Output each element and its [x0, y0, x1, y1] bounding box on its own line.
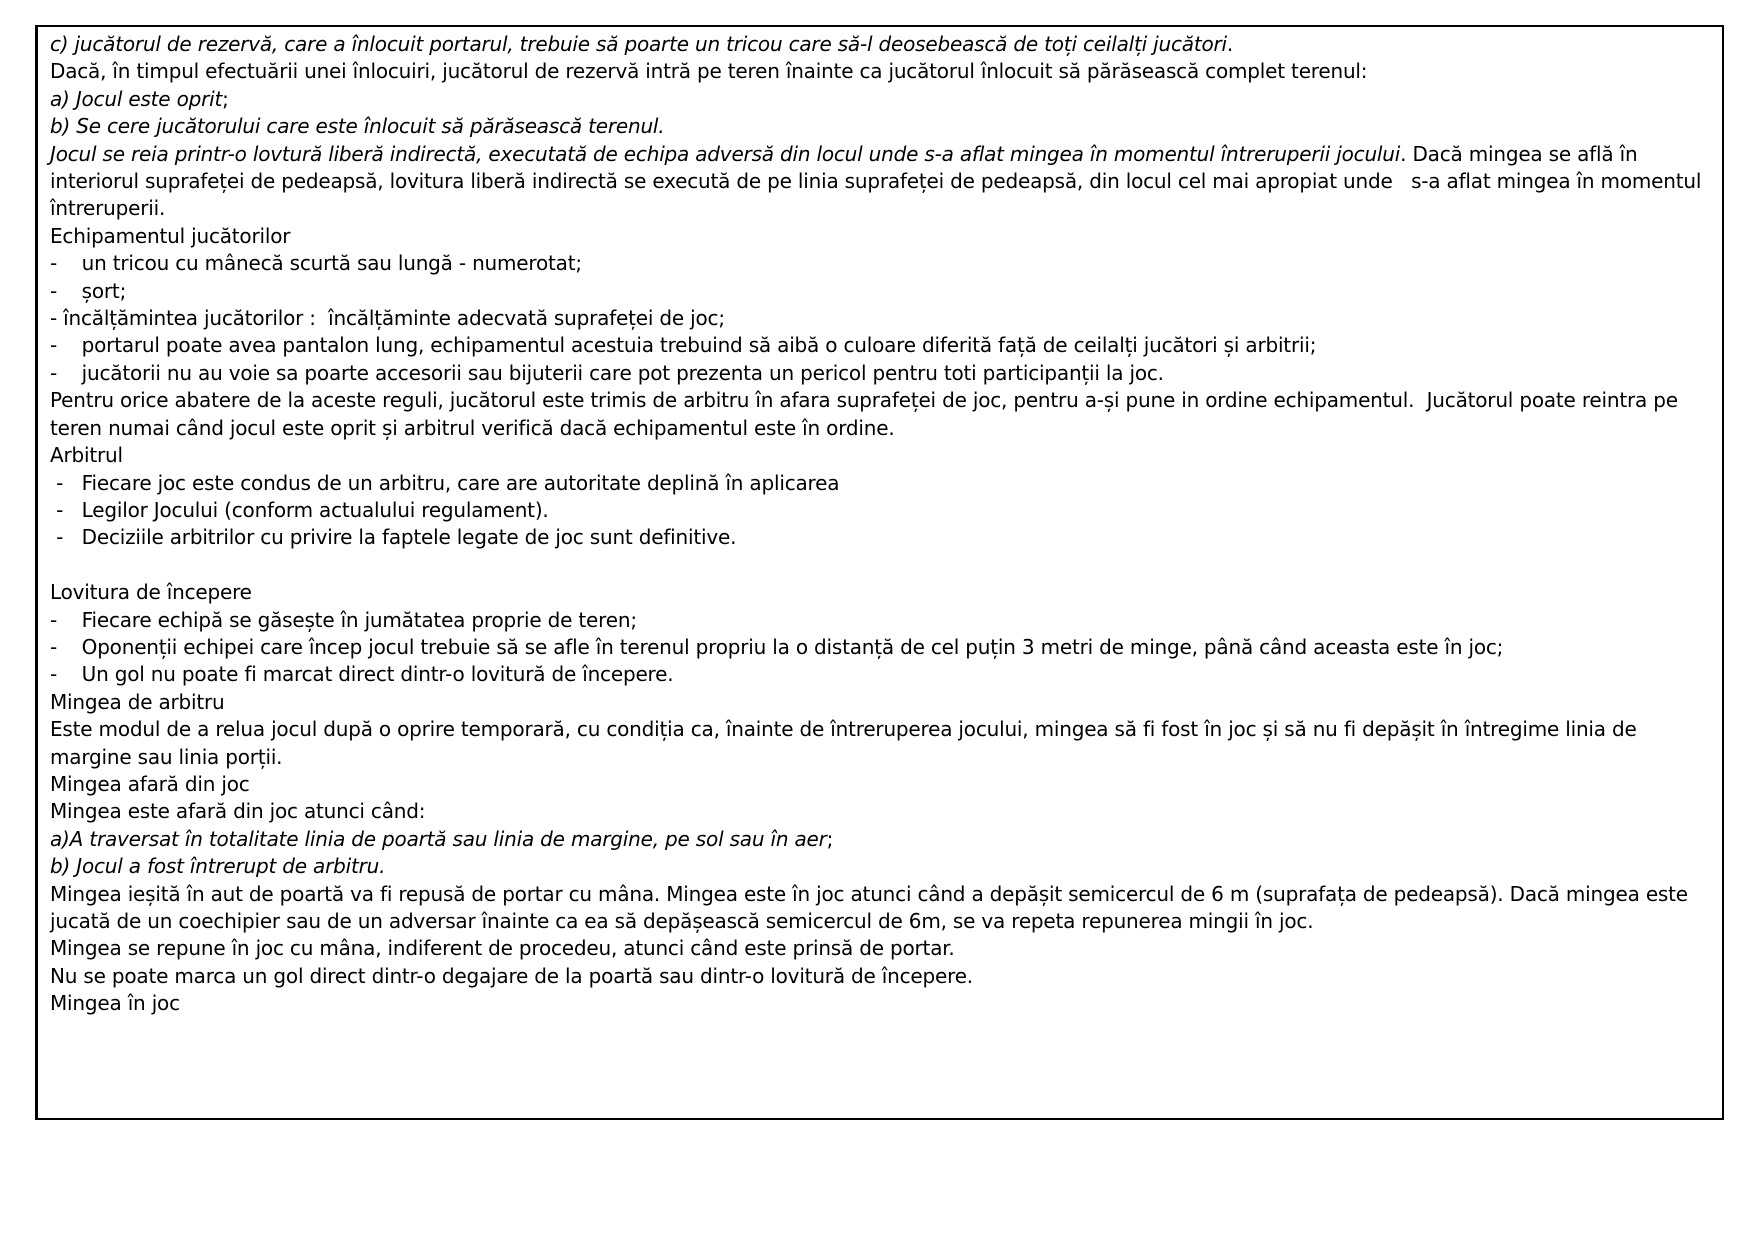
- text-run: - Legilor Jocului (conform actualului regulament).: [50, 497, 549, 522]
- paragraph: [50, 881, 1712, 936]
- text-run: - încălțămintea jucătorilor : încălțăminte adecvată suprafeței de joc;: [50, 306, 725, 331]
- text-run: - Fiecare joc este condus de un arbitru, care are autoritate deplină în aplicarea: [50, 470, 840, 495]
- text-run: - Fiecare echipă se găsește în jumătatea proprie de teren;: [50, 607, 637, 632]
- paragraph: [50, 223, 1712, 250]
- text-run: Lovitura de începere: [50, 580, 252, 605]
- paragraph: [50, 634, 1712, 661]
- text-run: ;: [826, 826, 834, 851]
- paragraph: [50, 661, 1712, 688]
- text-run: - portarul poate avea pantalon lung, echipamentul acestuia trebuind să aibă o culoare diferită față de ceilalți jucători și arbitrii;: [50, 333, 1317, 358]
- paragraph: [50, 31, 1712, 58]
- paragraph: [50, 360, 1712, 387]
- text-run: Echipamentul jucătorilor: [50, 223, 291, 248]
- text-run: Arbitrul: [50, 443, 123, 468]
- paragraph: [50, 141, 1712, 223]
- paragraph: [50, 579, 1712, 606]
- paragraph: [50, 771, 1712, 798]
- text-run: . Dacă mingea se află în interiorul suprafeței de pedeapsă, lovitura liberă indirectă se execută de pe linia suprafeței de pedeapsă, din locul cel mai apropiat unde s-a aflat mingea în momentul întreruperii.: [50, 141, 1708, 221]
- paragraph: [50, 935, 1712, 962]
- text-run: c) jucătorul de rezervă, care a înlocuit portarul, trebuie să poarte un tricou care să-l deosebească de toți ceilalți jucători: [50, 32, 1227, 56]
- text-run: Jocul se reia printr-o lovtură liberă indirectă, executată de echipa adversă din locul unde s-a aflat mingea în momentul întreruperii jocului: [50, 141, 1401, 166]
- text-run: Dacă, în timpul efectuării unei înlocuiri, jucătorul de rezervă intră pe teren înainte ca jucătorul înlocuit să părăsească complet terenul:: [50, 59, 1368, 84]
- text-run: - un tricou cu mânecă scurtă sau lungă - numerotat;: [50, 251, 582, 276]
- paragraph: [50, 990, 1712, 1017]
- paragraph: [50, 58, 1712, 85]
- text-run: Mingea de arbitru: [50, 689, 225, 714]
- text-run: Mingea ieșită în aut de poartă va fi repusă de portar cu mâna. Mingea este în joc atunci când a depășit semicercul de 6 m (suprafața de pedeapsă). Dacă mingea este jucată de un coechipier sau de un adversar înainte ca ea să depășească semicercul de 6m, se va repeta repunerea mingii în joc.: [50, 881, 1695, 933]
- text-run: b) Jocul a fost întrerupt de arbitru.: [50, 854, 386, 879]
- text-run: Nu se poate marca un gol direct dintr-o degajare de la poartă sau dintr-o lovitură de începere.: [50, 963, 973, 988]
- paragraph: [50, 826, 1712, 853]
- text-run: - Un gol nu poate fi marcat direct dintr-o lovitură de începere.: [50, 662, 674, 687]
- paragraph: [50, 607, 1712, 634]
- paragraph: [50, 497, 1712, 524]
- paragraph: [50, 278, 1712, 305]
- text-run: - șort;: [50, 278, 127, 303]
- paragraph: [50, 689, 1712, 716]
- paragraph: [50, 305, 1712, 332]
- text-run: b) Se cere jucătorului care este înlocuit să părăsească terenul.: [50, 114, 665, 139]
- text-run: Pentru orice abatere de la aceste reguli, jucătorul este trimis de arbitru în afara suprafeței de joc, pentru a-și pune in ordine echipamentul. Jucătorul poate reintra pe teren numai când jocul este oprit și arbitrul verifică dacă echipamentul este în ordine.: [50, 388, 1684, 440]
- text-run: - Deciziile arbitrilor cu privire la faptele legate de joc sunt definitive.: [50, 525, 737, 550]
- text-run: Mingea se repune în joc cu mâna, indiferent de procedeu, atunci când este prinsă de portar.: [50, 936, 955, 961]
- paragraph: [50, 963, 1712, 990]
- text-run: .: [1226, 32, 1234, 56]
- paragraph: [50, 524, 1712, 551]
- paragraph: [50, 332, 1712, 359]
- text-run: - Oponenții echipei care încep jocul trebuie să se afle în terenul propriu la o distanță de cel puțin 3 metri de minge, până când aceasta este în joc;: [50, 634, 1504, 659]
- text-run: ;: [222, 86, 229, 111]
- text-run: a) Jocul este oprit: [50, 86, 223, 111]
- paragraph: [50, 250, 1712, 277]
- paragraph: [50, 552, 1712, 579]
- paragraph: [50, 113, 1712, 140]
- paragraph: [50, 470, 1712, 497]
- document-box: [35, 25, 1724, 1120]
- text-run: Mingea afară din joc: [50, 771, 250, 796]
- document-body: [50, 31, 1712, 1018]
- text-run: a)A traversat în totalitate linia de poartă sau linia de margine, pe sol sau în aer: [50, 826, 827, 851]
- paragraph: [50, 716, 1712, 771]
- paragraph: [50, 86, 1712, 113]
- paragraph: [50, 853, 1712, 880]
- paragraph: [50, 387, 1712, 442]
- text-run: Este modul de a relua jocul după o oprire temporară, cu condiția ca, înainte de întreruperea jocului, mingea să fi fost în joc și să nu fi depășit în întregime linia de margine sau linia porții.: [50, 717, 1643, 769]
- text-run: Mingea în joc: [50, 991, 180, 1016]
- text-run: Mingea este afară din joc atunci când:: [50, 799, 426, 824]
- text-run: - jucătorii nu au voie sa poarte accesorii sau bijuterii care pot prezenta un pericol pentru toti participanții la joc.: [50, 360, 1164, 385]
- paragraph: [50, 442, 1712, 469]
- paragraph: [50, 798, 1712, 825]
